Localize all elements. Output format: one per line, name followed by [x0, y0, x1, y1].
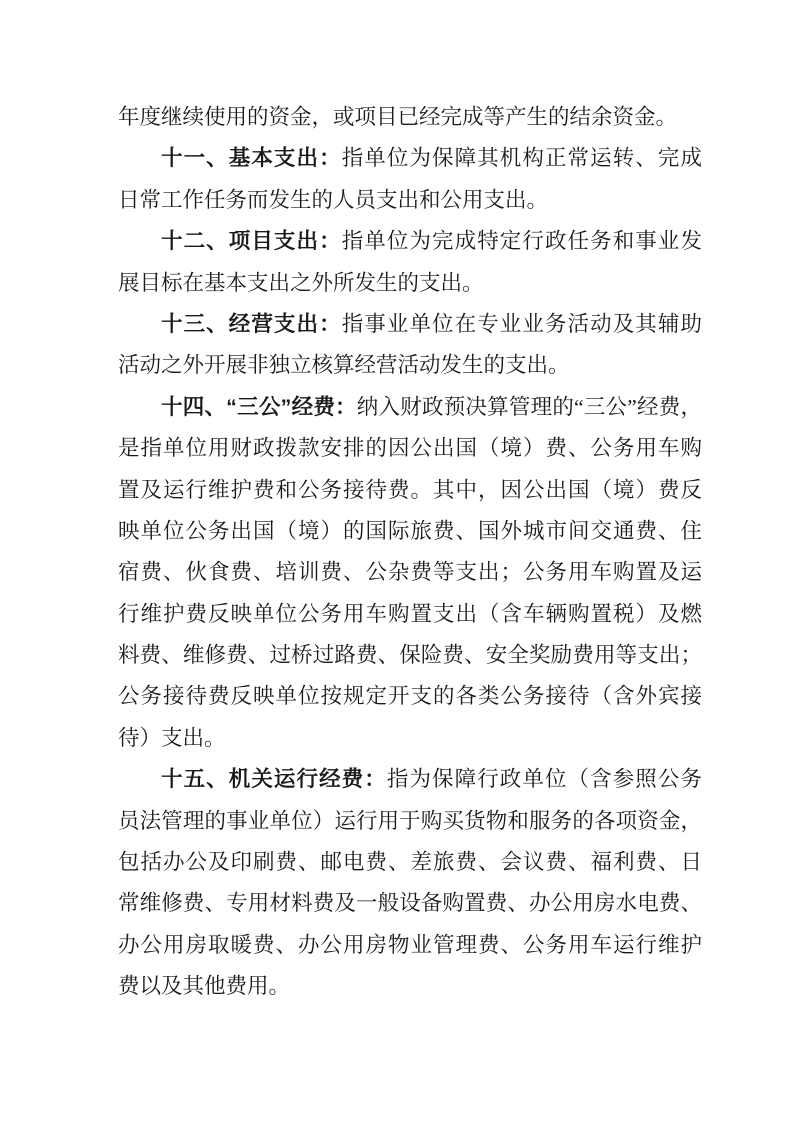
section-heading: 十四、“三公”经费：: [161, 394, 357, 419]
text-segment: 常维修费、专用材料费及一般设备购置费、办公用房水电费、: [118, 891, 702, 916]
text-segment: 行维护费反映单位公务用车购置支出（含车辆购置税）及燃: [118, 601, 702, 626]
paragraph: [118, 304, 702, 387]
text-segment: 指事业单位在专业业务活动及其辅助: [341, 311, 702, 336]
text-line: [118, 345, 702, 386]
text-line: [118, 676, 702, 717]
section-heading: 十五、机关运行经费：: [161, 767, 387, 792]
text-line: [118, 180, 702, 221]
text-segment: 包括办公及印刷费、邮电费、差旅费、会议费、福利费、日: [118, 850, 702, 875]
text-segment: 纳入财政预决算管理的“三公”经费，: [356, 394, 702, 419]
text-segment: 指单位为完成特定行政任务和事业发: [341, 229, 702, 254]
paragraph: [118, 387, 702, 760]
paragraph: [118, 138, 702, 221]
text-line: [118, 511, 702, 552]
text-line: [118, 304, 702, 345]
paragraph: [118, 759, 702, 1007]
text-segment: 公务接待费反映单位按规定开支的各类公务接待（含外宾接: [118, 684, 702, 709]
text-line: [118, 635, 702, 676]
text-segment: 活动之外开展非独立核算经营活动发生的支出。: [118, 353, 570, 378]
text-line: [118, 470, 702, 511]
text-line: [118, 221, 702, 262]
text-line: [118, 97, 702, 138]
paragraph: [118, 97, 702, 138]
document-body: [118, 97, 702, 1008]
text-segment: 费以及其他费用。: [118, 974, 291, 999]
text-line: [118, 759, 702, 800]
text-segment: 指为保障行政单位（含参照公务: [386, 767, 702, 792]
text-segment: 展目标在基本支出之外所发生的支出。: [118, 270, 484, 295]
text-line: [118, 842, 702, 883]
text-line: [118, 883, 702, 924]
section-heading: 十二、项目支出：: [161, 229, 342, 254]
text-segment: 料费、维修费、过桥过路费、保险费、安全奖励费用等支出；: [118, 643, 702, 668]
text-line: [118, 428, 702, 469]
text-segment: 年度继续使用的资金，或项目已经完成等产生的结余资金。: [118, 105, 678, 129]
text-line: [118, 138, 702, 179]
section-heading: 十三、经营支出：: [161, 311, 342, 336]
text-segment: 映单位公务出国（境）的国际旅费、国外城市间交通费、住: [118, 518, 702, 543]
text-line: [118, 552, 702, 593]
text-segment: 员法管理的事业单位）运行用于购买货物和服务的各项资金，: [118, 808, 702, 833]
text-segment: 是指单位用财政拨款安排的因公出国（境）费、公务用车购: [118, 436, 702, 461]
text-line: [118, 966, 702, 1007]
text-segment: 办公用房取暖费、办公用房物业管理费、公务用车运行维护: [118, 932, 702, 957]
text-segment: 日常工作任务而发生的人员支出和公用支出。: [118, 187, 549, 212]
section-heading: 十一、基本支出：: [161, 146, 342, 171]
text-line: [118, 925, 702, 966]
text-segment: 待）支出。: [118, 725, 226, 750]
text-segment: 宿费、伙食费、培训费、公杂费等支出；公务用车购置及运: [118, 560, 702, 585]
text-line: [118, 263, 702, 304]
text-segment: 指单位为保障其机构正常运转、完成: [341, 146, 702, 171]
text-line: [118, 594, 702, 635]
paragraph: [118, 221, 702, 304]
text-segment: 置及运行维护费和公务接待费。其中，因公出国（境）费反: [118, 477, 702, 502]
text-line: [118, 801, 702, 842]
text-line: [118, 718, 702, 759]
text-line: [118, 387, 702, 428]
